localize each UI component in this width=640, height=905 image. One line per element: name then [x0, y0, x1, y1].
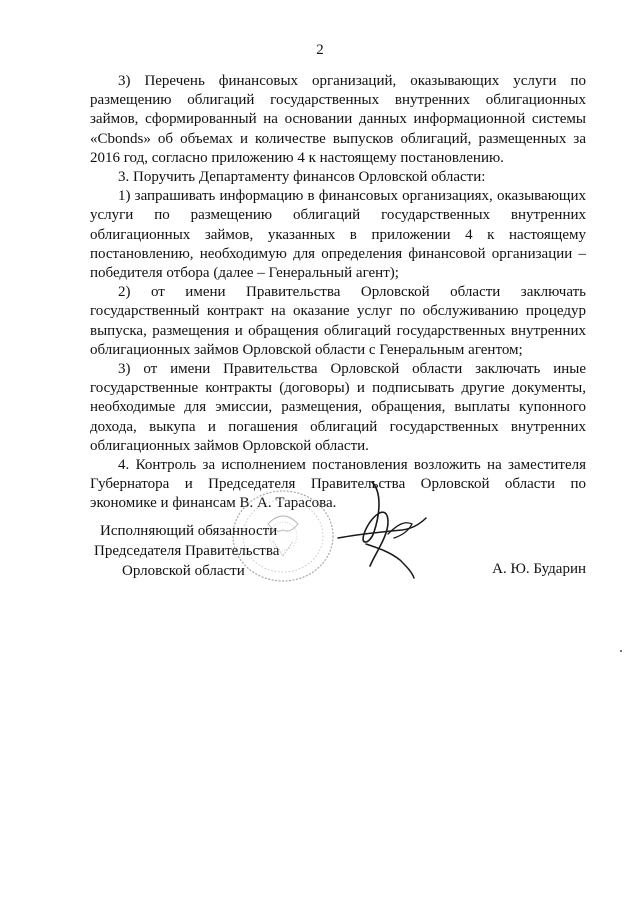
document-body [90, 72, 586, 514]
signatory-name: А. Ю. Бударин [492, 561, 586, 577]
paragraph-point-4: 4. Контроль за исполнением постановления возложить на заместителя Губернатора и Председателя Правительства Орловской области по экономике и финансам В. А. Тарасова. [90, 457, 586, 512]
signatory-position [94, 521, 279, 581]
paragraph-subitem-3: 3) от имени Правительства Орловской области заключать иные государственные контракты (договоры) и подписывать другие документы, необходимые для эмиссии, размещения, обращения, выплаты купонного дохода, выкупа и погашения облигаций государственных внутренних облигационных займов Орловской области. [90, 361, 586, 454]
signatory-position-line-2: Председателя Правительства [94, 543, 280, 559]
signatory-position-line-1: Исполняющий обязанности [100, 523, 278, 539]
page-number: 2 [316, 42, 324, 58]
signatory-position-line-3: Орловской области [122, 563, 245, 579]
paragraph-subitem-1: 1) запрашивать информацию в финансовых организациях, оказывающих услуги по размещению облигаций государственных внутренних облигационных займов, указанных в приложении 4 к настоящему постановлению, необходимую для определения финансовой организации – победителя отбора (далее – Генеральный агент); [90, 188, 586, 282]
paragraph-point-3: 3. Поручить Департаменту финансов Орловской области: [118, 169, 486, 186]
paragraph-subitem-2: 2) от имени Правительства Орловской области заключать государственный контракт на оказание услуг по обслуживанию процедур выпуска, размещения и обращения облигаций государственных внутренних облигационных займов Орловской области с Генеральным агентом; [90, 284, 586, 358]
paragraph-item-3-list: 3) Перечень финансовых организаций, оказывающих услуги по размещению облигаций государственных внутренних облигационных займов, сформированный на основании данных информационной системы «Cbonds» об объемах и количестве выпусков облигаций, размещенных за 2016 год, согласно приложению 4 к настоящему постановлению. [90, 73, 586, 166]
scan-speck [620, 650, 622, 652]
